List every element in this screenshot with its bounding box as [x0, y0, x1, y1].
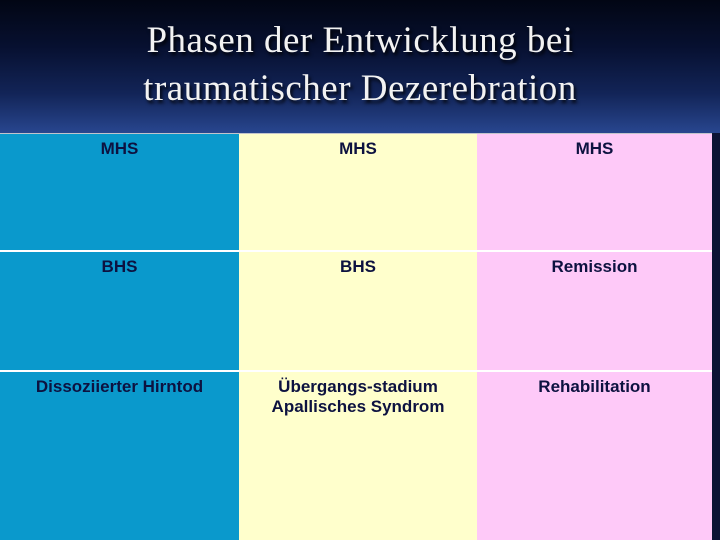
- slide-right-margin: [712, 133, 720, 540]
- table-cell: [0, 372, 239, 540]
- table-cell: [239, 252, 477, 372]
- table-cell: [0, 252, 239, 372]
- phase-column-remission: [477, 134, 712, 540]
- cell-text: MHS: [575, 139, 614, 158]
- cell-text: BHS: [101, 257, 138, 276]
- phase-column-hirntod: [0, 134, 239, 540]
- table-cell: [239, 372, 477, 540]
- table-cell: [477, 372, 712, 540]
- cell-text: Remission: [551, 257, 638, 276]
- cell-text: Apallisches Syndrom: [271, 397, 445, 416]
- title-banner: [0, 0, 720, 133]
- cell-text: Übergangs-stadium: [278, 377, 438, 396]
- table-cell: [0, 134, 239, 252]
- cell-text: MHS: [339, 139, 377, 158]
- phases-table: [0, 133, 712, 540]
- table-cell: [239, 134, 477, 252]
- slide-title-line-1: Phasen der Entwicklung bei: [146, 19, 574, 61]
- slide-title-line-2: traumatischer Dezerebration: [143, 67, 577, 109]
- table-cell: [477, 134, 712, 252]
- phase-column-uebergang: [239, 134, 477, 540]
- cell-text: Rehabilitation: [538, 377, 651, 396]
- table-cell: [477, 252, 712, 372]
- cell-text: Dissoziierter Hirntod: [35, 377, 204, 396]
- cell-text: MHS: [100, 139, 139, 158]
- slide-title: [143, 17, 577, 113]
- cell-text: BHS: [340, 257, 376, 276]
